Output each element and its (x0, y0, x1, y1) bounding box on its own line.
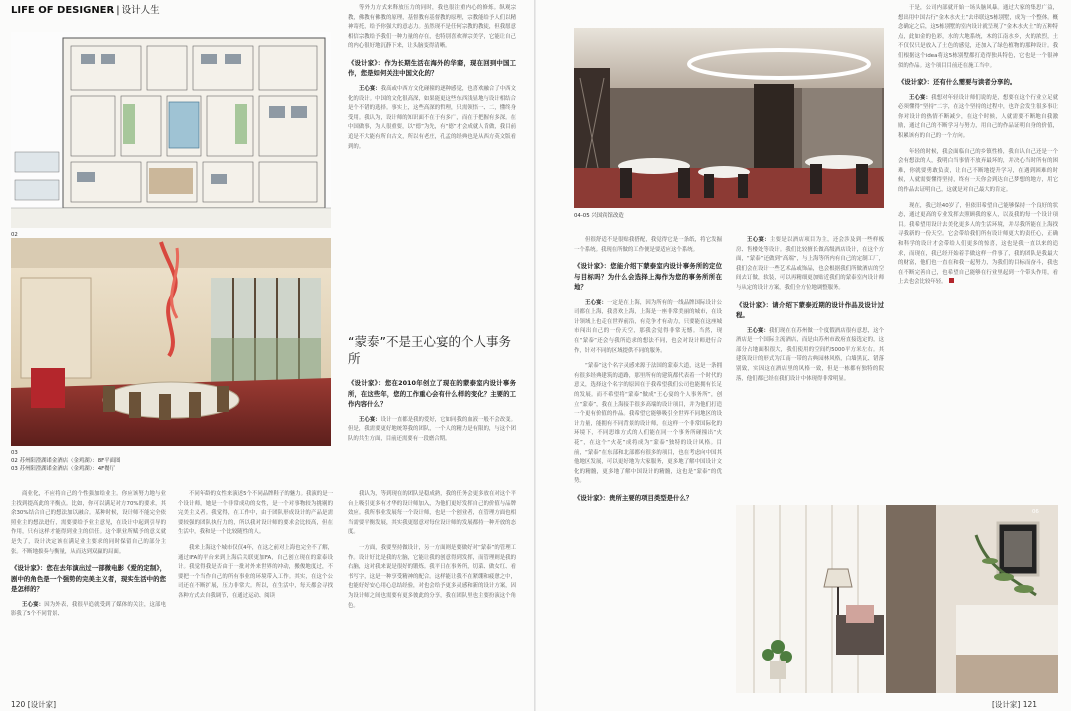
header-separator: | (116, 5, 120, 16)
magazine-header (11, 2, 160, 16)
right-column-3 (898, 4, 1058, 492)
page-number: 121 (1022, 700, 1038, 709)
paragraph: 商业化，不应将自己的个性强加给业主。你应该努力地与业主找到提高此的平衡点。比如，你可以满足对方70%的要求，其余30%结合自己的想法加以融合。某种时候，设计师不能完全依照业主的想法进行，需要要给予业主意见，在设计中起到引导的作用，只有这样才能得到业主的信任。这个职业所赋予的意义就是失了，设计决定该在满足业主要求的同时保留自己的部分主张。不断地拔奏与衡量，从而达到双赢的局面。 (11, 491, 166, 555)
answer-label: 王心宴： (359, 416, 381, 423)
paragraph: 但很舒适不是很贴我搭配，我觉得它是一条纸，将它发掘一个系统。我现在所做的工作便是要适应这个系统。 (574, 237, 722, 253)
answer-label: 王心宴： (585, 299, 607, 306)
interview-question: 《设计家》：作为长期生活在海外的华裔，现在回到中国工作，您是如何关注中国文化的？ (348, 58, 516, 78)
answer-label: 王心宴： (747, 237, 770, 243)
interview-answer (574, 299, 722, 357)
interview-question: 《设计家》：请介绍下蒙泰近期的设计作品及设计过程。 (736, 300, 884, 320)
interview-question: 《设计家》：您在2010年创立了现在的蒙泰室内设计事务所，在这些年，您的工作重心会有什么样的变化？主要的工作内容什么？ (348, 379, 516, 408)
floor-plan-image (11, 32, 331, 228)
bedroom-number: 06 (1032, 509, 1039, 515)
paragraph: 我认为，等到现在的团队是稳成熟，我的任务会更多放在对这个平台上吸引更多有才华的设计师加入，为他们更好发挥自己的价值与品牌效应。我所事业发展每一个设计师，也是一个创业者，在管理方面也相当需要平衡发展，其实我更愿意对每位设计师的发展都持一种开放的态度。 (348, 491, 516, 536)
paragraph: 于是，公司内部就开始一场头脑风暴。通过大家的集思广益，想出用中国古行“金木水火土”去串联这5栋别墅，成为一个整体。概念确定之后，这5栋别墅的室内设计就呈现了“金木水火土”的五种特点，此如金的色彩，水的大地系统，木的江南水乡，火的浓烈，土不仅仅只是放入了土色的感觉，还加入了绿色植物的那种设计。我们根据这个idea将这5栋别墅都打造得独具特色，它也是一个很神似的作品。这个项目目前还在施工当中。 (898, 5, 1058, 69)
interview-question: 《设计家》：您在去年演出过一部微电影《爱的定制》，剧中的角色是一个强势的完美主义者，现实生活中的您是怎样的？ (11, 564, 166, 594)
interview-answer (736, 327, 884, 385)
paragraph-text: 现在，我已经40岁了，但依旧希望自己能够保持一个良好的状态，通过更高的专业发挥去照顾我的家人，以及我的每一个设计项目。我希望用设计去美化更多人的生活环境，并尽我所能在上海找寻我新的一份天空。它会带给我们所有设计师更大的责任心，正确和科学的设计才会带给人们更多的惊喜，这也是我一直以来的追求，而现在，我已经开始着手做这样一件事了，我的团队是我最大的财富，他们也一直在和我一起努力，为我们的目标而奋斗，我也在不断完善自己，也希望自己能够在行业里起到一个带头作用，看上去也会比较年轻。 (898, 202, 1058, 286)
paragraph: 等外力方式来释放压力的同时，我也很注重内心的修炼。纵观宗教，佛教有佛教的原理，基督教有基督教的原理，宗教能给予人们以精神寄托，给予你强大的意志力。虽然现不是任何宗教的教徒，但我愿意相信宗教给予我们一种力量的存在，也特别喜欢禅宗美学，它能让自己的内心很好地沉静下来，让头脑变得清晰。 (348, 5, 516, 50)
interview-answer (348, 416, 516, 445)
answer-label: 王心宴： (747, 327, 769, 334)
left-bottom-column-1 (11, 490, 166, 695)
answer-text: 设计一直都是我的爱好，它如同我的血液一般不会改变。但是，我需要更好地统筹我的团队，一个人的精力是有限的，与这个团队的共生方面，目前还需要有一段磨合期。 (348, 416, 516, 442)
dining-room-illustration (11, 238, 331, 446)
interview-answer (348, 85, 516, 152)
interview-question: 《设计家》：还有什么需要与读者分享的。 (898, 78, 1017, 87)
right-column-1 (574, 236, 722, 688)
left-page (0, 0, 535, 711)
answer-text: 我们现在在苏州做一个度假酒店很有意思，这个酒店是一个国际主流酒店，而是由苏州市政府直接选定的，这部分占地面积很大，我们使用的空间约5000平方米左右。其建筑设计的形式为江南一带的古典园林风格，白墙黑瓦、错落别致，实因这在酒店里的风格一致，但是一栋都有独特的院落，他们都已经在我们设计中体现得非常明显。 (736, 327, 884, 382)
floor-plan-drawing (11, 32, 331, 228)
header-section: 设计人生 (121, 5, 160, 16)
left-top-column (348, 4, 516, 330)
answer-text: 我高或中西方文化碰撞的逐种感觉，也喜欢融合了中西文化的设计。中国的文化很高深，如果能更这些东西浅显地与设计相结合是个不错的选择。事实上，这些高深的哲理，只需领悟一、二，懂终身受用。我认为，设计师的知识面不在于有多广，而在于把握有多深。在中国做事，为人很重要，以“德”为先，有“德”才会成就人肯做，我目前追是不大能有所自古文，所以有老庄，孔孟的经典也是从西方英文版看到的。 (348, 85, 516, 150)
answer-label: 王心宴： (909, 94, 932, 101)
header-brand: LIFE OF DESIGNER (11, 5, 115, 16)
right-footer (992, 699, 1037, 710)
left-caption-2: 03 苏州阳澄湖诺金酒店（金鸡湖）：4F餐厅 (11, 466, 116, 472)
left-bottom-column-2 (178, 490, 333, 695)
bedroom-illustration (736, 505, 1058, 693)
answer-label: 王心宴： (359, 85, 381, 92)
dining-room-photo (11, 238, 331, 446)
paragraph (898, 202, 1058, 288)
magazine-name: [设计家] (992, 700, 1021, 709)
right-page (536, 0, 1071, 711)
interview-question: 《设计家》：贵所主要的项目类型是什么？ (574, 493, 693, 502)
right-top-caption: 04-05 兴国宾馆改造 (574, 213, 624, 219)
photo-number: 03 (11, 450, 18, 456)
paragraph: “蒙泰”这个名字灵感来源于法国的蒙泰大道，这是一条拥有很多经典建筑的道路，那里所有的建筑都代表着一个时代的意义，选择这个名字的原因在于我希望我们公司也能拥有长足的发展。而不希望将“蒙泰”做成“王心宴的个人事务所”，创立“蒙泰”，我在上海接手很多高端的设计项目，并为他们打造一个更有价值的作品。我希望它能够吸引全世界不同地区的设计力量，能拥有不同背景的设计师，在这样一个非常国际化的环境下，不同思维方式的人们能在同一个事务所碰撞出“火花”，在这个“火花”成将成为“蒙泰”独特的设计风格。目前，“蒙泰”在东部和北部都有很多的项目，也在考虑向中国其他地区发展，可以更好地为大家服务，更多地了解中国设计文化的精髓，更多地了解中国设计的精髓，这也是“蒙泰”的优势。 (574, 363, 722, 485)
restaurant-photo (574, 28, 884, 208)
answer-text: 我想对年轻设计师们说的是，想要在这个行业立足就必须懂得“坚持”二字，在这个坚持的过程中，也许会发生很多事让你对设计的热情不断减少，在这个时候，人就需要不断地自我激励，通过自己的不断学习与努力，用自己的作品证明自身的价值，积累该有的自己的一个方向。 (898, 94, 1058, 140)
left-footer (11, 699, 56, 710)
interview-answer (898, 94, 1058, 142)
answer-text: 主要是以酒店项目为主，还会涉及到一些样板房、售楼处等设计。我们比较擅长做高级酒店设计，在这个方面，“蒙泰”还做到“高端”，与上海等所内有自己的定制工厂，我们会在设计一些艺术品或饰品，也会根据我们所做酒店的空间去订做，软装，可以再精细更加贴近我们的蒙泰室内设计师与从定的设计方案，我们全方位地调整服务。 (736, 237, 884, 291)
left-bottom-column-3 (348, 490, 516, 695)
left-mid-column (348, 378, 516, 488)
paragraph: 不同年龄的女性来演述5个不同品牌鞋子的魅力。我演的是一个设计师，她是一个非常成功的女性，是一个对事物较为挑剔的完美主义者。我觉得，在工作中，由于团队形成设计的产品是需要较强的团队执行力的，所以我对设计师的要求会比较高，但在生活中，我和是一个比较随性的人。 (178, 491, 333, 536)
bedroom-photo (736, 505, 1058, 693)
plan-number: 02 (11, 232, 18, 238)
answer-label: 王心宴： (22, 601, 45, 608)
section-heading: “蒙泰”不是王心宴的个人事务所 (348, 334, 511, 366)
answer-text: 一定是在上海，因为所有的一线品牌国际设计公司都在上海，我喜欢上海，上海是一座非常美丽的城市，在设计领域上也走在世界前沿，有竞争才有动力，只要能在这座城市闯出自己的一份天空，那我会觉得非常无憾。当然，现在“蒙泰”还会与我所追求的想法不同，也会对设计师进行合作，针对不同的区域提供不同的服务。 (574, 299, 722, 354)
paragraph: 一方面，我要坚持做设计，另一方面则是要做好对“蒙泰”的管理工作。设计好比是我的左脑，它能让我的创意得到发挥，而管理则是我的右脑，这对我来说是很好的锻炼。我平日在事务所，切菜、做女红、看书写字，这是一种享受精神的配合。这样能让我不在紧绷和疲惫之中，也能好好安心用心总结经验，对也会给予更多灵感和新的设计方案，因为设计师之间也需要有更多彼此的分享，我在团队里也主要扮演这个角色。 (348, 544, 516, 609)
interview-answer (11, 601, 166, 620)
paragraph: 年轻的时候，我会面临自己的乡镇性格，我自认自己还是一个会有想法的人，我明白当事情不放弃最坏的，并决心当时所有的困难，你就要勇敢负责，让自己不断地提升学习，在遇到困难的时候，人就需要懂得坚持，终有一天你会到达自己梦想的地方，用它的作品去证明自己，这就是对自己最大的肯定。 (898, 148, 1058, 193)
right-column-2 (736, 236, 884, 494)
interview-question: 《设计家》：您能介绍下蒙泰室内设计事务所的定位与目标吗？为什么会选择上海作为您的事务所所在地？ (574, 262, 722, 292)
page-number: 120 (11, 700, 26, 709)
restaurant-illustration (574, 28, 884, 208)
paragraph: 我来上海这个城市仅仅4年，在这之前对上海也完全不了解，通过IFA的平台来到上海后关联更加FA，自己创立现在的蒙泰设计。我觉得我是否由于一批对外来世界的冲动，搬俊地度过，不要把一个当作自己的所有事业的环境带入工作。其实，在这个公司还在不断扩展，压力非常大。所以，在生活中，每天都会寻找各种方式去自我调节，在通过运动、阅读 (178, 544, 333, 599)
end-mark-icon (949, 278, 954, 283)
interview-answer (736, 236, 884, 294)
magazine-name: [设计家] (27, 700, 57, 709)
left-caption-1: 02 苏州阳澄湖诺金酒店（金鸡湖）：8F平面图 (11, 458, 121, 464)
answer-text: 因为外表，我很早追就受到了媒体的关注，这部电影我了5个不同背景、 (11, 601, 166, 618)
